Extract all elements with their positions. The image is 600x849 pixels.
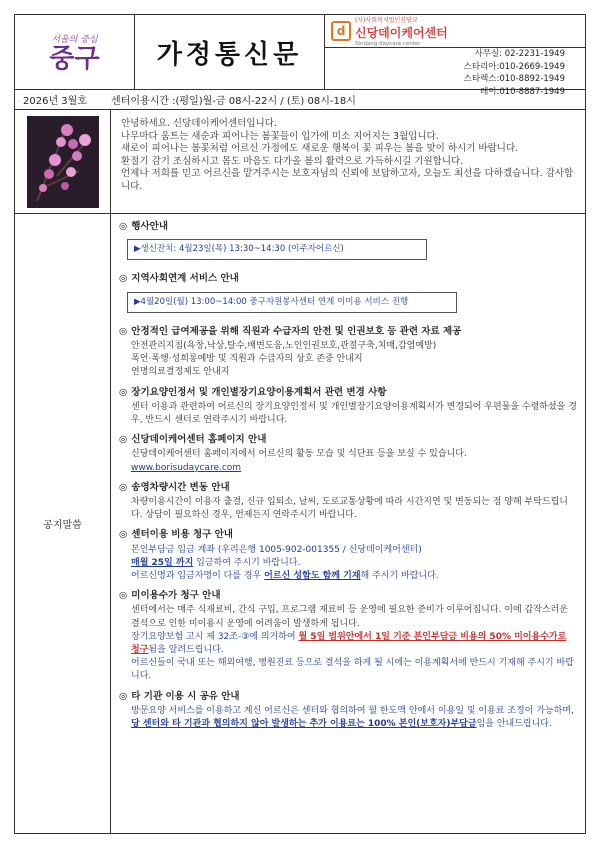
other-agency-section — [119, 690, 577, 732]
plan-line: 센터 이용과 관련하여 어르신의 장기요양인정서 및 개인별장기요양이용계획서가 변경되어 우편물을 수령하셨을 경우, 반드시 센터로 연락주시기 바랍니다. — [131, 401, 577, 426]
page-title: 가정통신문 — [135, 15, 325, 89]
greeting-line: 언제나 저희를 믿고 어르신을 맡겨주시는 보호자님의 신뢰에 보답하고자, 오늘도 최선을 다하겠습니다. 감사합니다. — [121, 168, 574, 192]
contact-starex: 스타렉스:010-8892-1949 — [463, 74, 565, 84]
billing-account: 본인부담금 입금 계좌 (우리은행 1005-902-001355 / 신당데이케어센터) — [131, 544, 422, 555]
brand-sub-text: Sindang daycare center — [355, 41, 421, 47]
bullet-icon: ◎ — [119, 690, 128, 702]
section-title: 행사안내 — [131, 221, 169, 232]
contact-list — [325, 48, 585, 98]
absence-section — [119, 589, 577, 683]
billing-deadline: 매월 25일 까지 — [131, 557, 194, 568]
newsletter-page — [14, 14, 586, 836]
billing-name-text-end: 해 주시기 바랍니다. — [360, 571, 439, 582]
other-agency-emphasis: 당 센터와 타 기관과 협의하지 않아 발생하는 추가 이용료는 100% 본인(보호자)부담금 — [131, 719, 477, 730]
greeting-line: 환절기 감기 조심하시고 몸도 마음도 다가올 봄의 활력으로 가득하시길 기원합니다. — [121, 155, 464, 167]
bullet-icon: ◎ — [119, 325, 128, 337]
section-title: 타 기관 이용 시 공유 안내 — [131, 690, 240, 702]
notices-body — [111, 214, 585, 833]
contact-staria: 스타리아:010-2669-1949 — [463, 61, 565, 72]
bullet-icon: ◎ — [119, 434, 128, 446]
greeting-line: 새로이 피어나는 봄꽃처럼 어르신 가정에도 새로운 행복이 꽃 피우는 봄을 맞이 하시기 바랍니다. — [121, 143, 519, 154]
event-box: ▶생신잔치: 4월23일(목) 13:30~14:30 (이주자어르신) — [127, 239, 427, 260]
info-bar — [14, 90, 586, 110]
notices-label: 공지말씀 — [15, 214, 111, 833]
greeting-text — [111, 110, 585, 213]
notices-section — [14, 214, 586, 834]
section-title: 신당데이케어센터 홈페이지 안내 — [131, 434, 267, 446]
brand-name: 신당데이케어센터 — [355, 26, 448, 40]
plan-section — [119, 386, 577, 428]
greeting-section — [14, 110, 586, 214]
community-box: ▶4월20일(월) 13:00~14:00 중구자원봉사센터 연계 이미용 서비스 진행 — [127, 292, 457, 313]
shuttle-section — [119, 481, 577, 523]
newsletter-header — [14, 14, 586, 97]
homepage-link[interactable]: www.borisudaycare.com — [131, 462, 242, 473]
contact-office: 사무실: 02-2231-1949 — [474, 49, 565, 59]
bullet-icon: ◎ — [119, 590, 128, 602]
section-title: 미이용수가 청구 안내 — [131, 590, 221, 602]
section-title: 센터이용 비용 청구 안내 — [131, 529, 233, 541]
brand-block — [325, 15, 585, 97]
operating-hours: 센터이용시간 :(평일)월-금 08시-22시 / (토) 08시-18시 — [111, 96, 356, 107]
bullet-icon: ◎ — [119, 386, 128, 398]
absence-travel-line: 어르신들이 국내 또는 해외여행, 병원진료 등으로 결석을 하게 될 시에는 이용계획서에 반드시 기재해 주시기 바랍니다. — [131, 658, 574, 682]
billing-name-emphasis: 어르신 성함도 함께 기재 — [264, 571, 361, 582]
safety-line: 폭언·폭행·성희롱예방 및 직원과 수급자의 상호 존중 안내지 — [131, 354, 363, 365]
brand-top-text: (사)사회복지법인신당교 — [355, 17, 418, 24]
section-title: 지역사회연계 서비스 안내 — [131, 273, 239, 285]
homepage-line: 신당데이케어센터 홈페이지에서 어르신의 활동 모습 및 식단표 등을 보실 수 있습니다. — [131, 449, 467, 460]
other-agency-end: 임을 안내드립니다. — [476, 719, 552, 730]
flower-image — [15, 110, 111, 213]
absence-line: 센터에서는 매주 식재료비, 간식 구입, 프로그램 재료비 등 운영에 필요한 준비가 이루어집니다. 이에 갑작스러운 결석으로 인한 미이용시 운영에 어려움이 발생하게 됩니다. — [131, 605, 569, 629]
safety-line: 연명의료결정제도 안내지 — [131, 367, 230, 378]
community-section — [119, 272, 577, 312]
bullet-icon: ◎ — [119, 529, 128, 541]
greeting-line: 안녕하세요. 신당데이케어센터입니다. — [121, 118, 277, 129]
absence-emphasis: 월 5일 범위안에서 1일 기준 본인부담금 비용의 50% 미이용수가로 청구 — [131, 631, 567, 656]
section-title: 송영차량시간 변동 안내 — [131, 481, 230, 493]
absence-law-end: 됨을 알려드립니다. — [148, 645, 224, 656]
bullet-icon: ◎ — [119, 481, 128, 493]
brand-badge-icon: d — [331, 21, 351, 41]
billing-section — [119, 528, 577, 583]
other-agency-text: 방문요양 서비스를 이용하고 계신 어르신은 센터와 협의하여 월 한도액 안에서 이용일 및 이용료 조정이 가능하며, — [131, 705, 574, 716]
contact-ray: 레이:010-8887-1949 — [480, 86, 565, 97]
safety-line: 안전관리지침(욕창,낙상,탈수,배변도움,노인인권보호,관절구축,치매,감염예방) — [131, 341, 437, 352]
greeting-line: 나무마다 움트는 새순과 피어나는 봄꽃들이 입가에 미소 지어지는 3월입니다. — [121, 130, 439, 142]
homepage-section — [119, 433, 577, 475]
billing-deadline-text: 입금하여 주시기 바랍니다. — [193, 557, 301, 568]
issue-label: 2026년 3월호 — [23, 96, 87, 107]
brand-logo — [325, 15, 585, 48]
events-section — [119, 220, 577, 260]
bullet-icon: ◎ — [119, 273, 128, 285]
logo-name: 중구 — [49, 43, 100, 74]
absence-law-text: 장기요양보험 고시 제 32조-③에 의거하여 — [131, 631, 299, 642]
billing-name-text: 어르신명과 입금자명이 다를 경우 — [131, 571, 265, 582]
district-logo — [15, 15, 135, 89]
logo-slogan: 서울의 중심 — [51, 34, 98, 45]
bullet-icon: ◎ — [119, 221, 128, 232]
safety-section — [119, 325, 577, 380]
section-title: 안정적인 급여제공을 위해 직원과 수급자의 안전 및 인권보호 등 관련 자료 제공 — [131, 325, 462, 337]
shuttle-line: 차량이용시간이 이용자 출결, 신규 입퇴소, 날씨, 도로교통상황에 따라 시간지연 및 변동되는 점 양해 부탁드립니다. 상담이 필요하신 경우, 언제든지 연락주시기 바랍니다. — [131, 497, 569, 521]
section-title: 장기요양인정서 및 개인별장기요양이용계획서 관련 변경 사항 — [131, 386, 387, 398]
flower-photo-icon — [27, 116, 99, 208]
